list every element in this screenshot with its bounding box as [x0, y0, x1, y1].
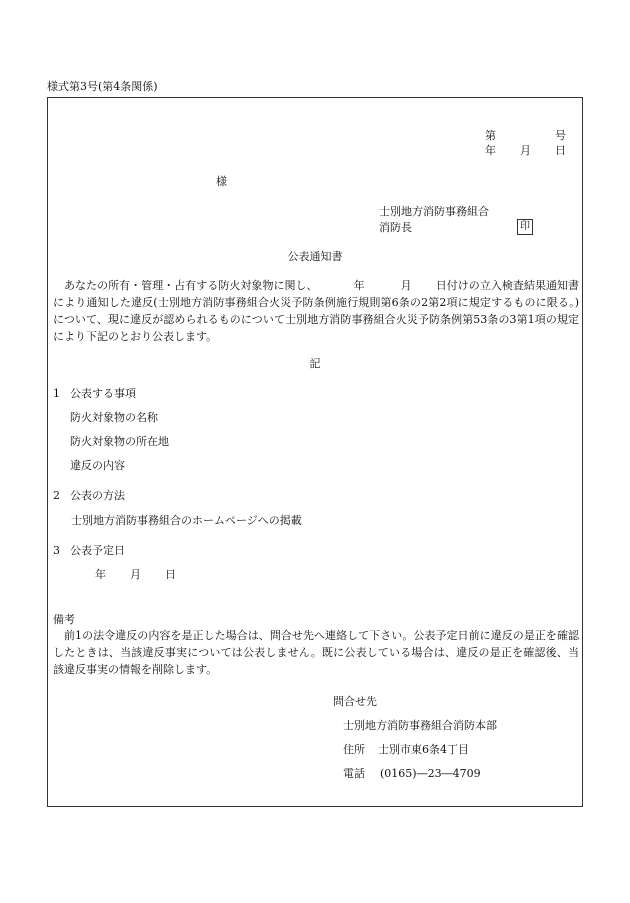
- section3-month: 月: [130, 568, 141, 581]
- section1-item: 違反の内容: [70, 459, 125, 472]
- contact-heading: 問合せ先: [333, 695, 377, 708]
- date-day: 日: [555, 144, 566, 157]
- section1-item: 防火対象物の所在地: [70, 435, 169, 448]
- form-label: 様式第3号(第4条関係): [47, 80, 158, 93]
- contact-address: 士別市東6条4丁目: [378, 743, 469, 756]
- sender-org: 士別地方消防事務組合: [379, 205, 489, 218]
- section2-title: 公表の方法: [70, 489, 125, 502]
- document-title: 公表通知書: [287, 250, 343, 263]
- section3-number: 3: [53, 544, 60, 557]
- date-year: 年: [485, 144, 496, 157]
- sender-title: 消防長: [379, 221, 412, 234]
- contact-address-label: 住所: [343, 743, 365, 756]
- recipient-suffix: 様: [216, 175, 227, 188]
- section1-item: 防火対象物の名称: [70, 411, 158, 424]
- contact-org: 士別地方消防事務組合消防本部: [343, 719, 497, 732]
- section2-body: 士別地方消防事務組合のホームページへの掲載: [71, 514, 302, 527]
- section3-year: 年: [95, 568, 106, 581]
- number-go: 号: [555, 129, 566, 142]
- remarks-heading: 備考: [53, 613, 75, 626]
- number-dai: 第: [485, 129, 496, 142]
- section3-title: 公表予定日: [70, 544, 125, 557]
- section1-number: 1: [53, 387, 60, 400]
- contact-phone-label: 電話: [343, 767, 365, 780]
- remarks-text: 前1の法令違反の内容を是正した場合は、問合せ先へ連絡して下さい。公表予定日前に違反の是正を確認したときは、当該違反事実については公表しません。既に公表している場合は、違反の是正を確認後、当該違反事実の情報を削除します。: [53, 629, 579, 676]
- document-frame: [47, 97, 583, 807]
- section2-number: 2: [53, 489, 60, 502]
- ki-heading: 記: [309, 357, 321, 370]
- date-month: 月: [520, 144, 531, 157]
- intro-paragraph: あなたの所有・管理・占有する防火対象物に関し、 年 月 日付けの立入検査結果通知書により通知した違反(士別地方消防事務組合火災予防条例施行規則第6条の2第2項に規定するものに限る。)について、現に違反が認められるものについて士別地方消防事務組合火災予防条例第53条の3第1項の規定により下記のとおり公表します。: [53, 279, 580, 343]
- seal-mark: 印: [517, 219, 533, 235]
- section1-title: 公表する事項: [70, 387, 136, 400]
- contact-phone: (0165)―23―4709: [380, 767, 481, 780]
- section3-day: 日: [165, 568, 176, 581]
